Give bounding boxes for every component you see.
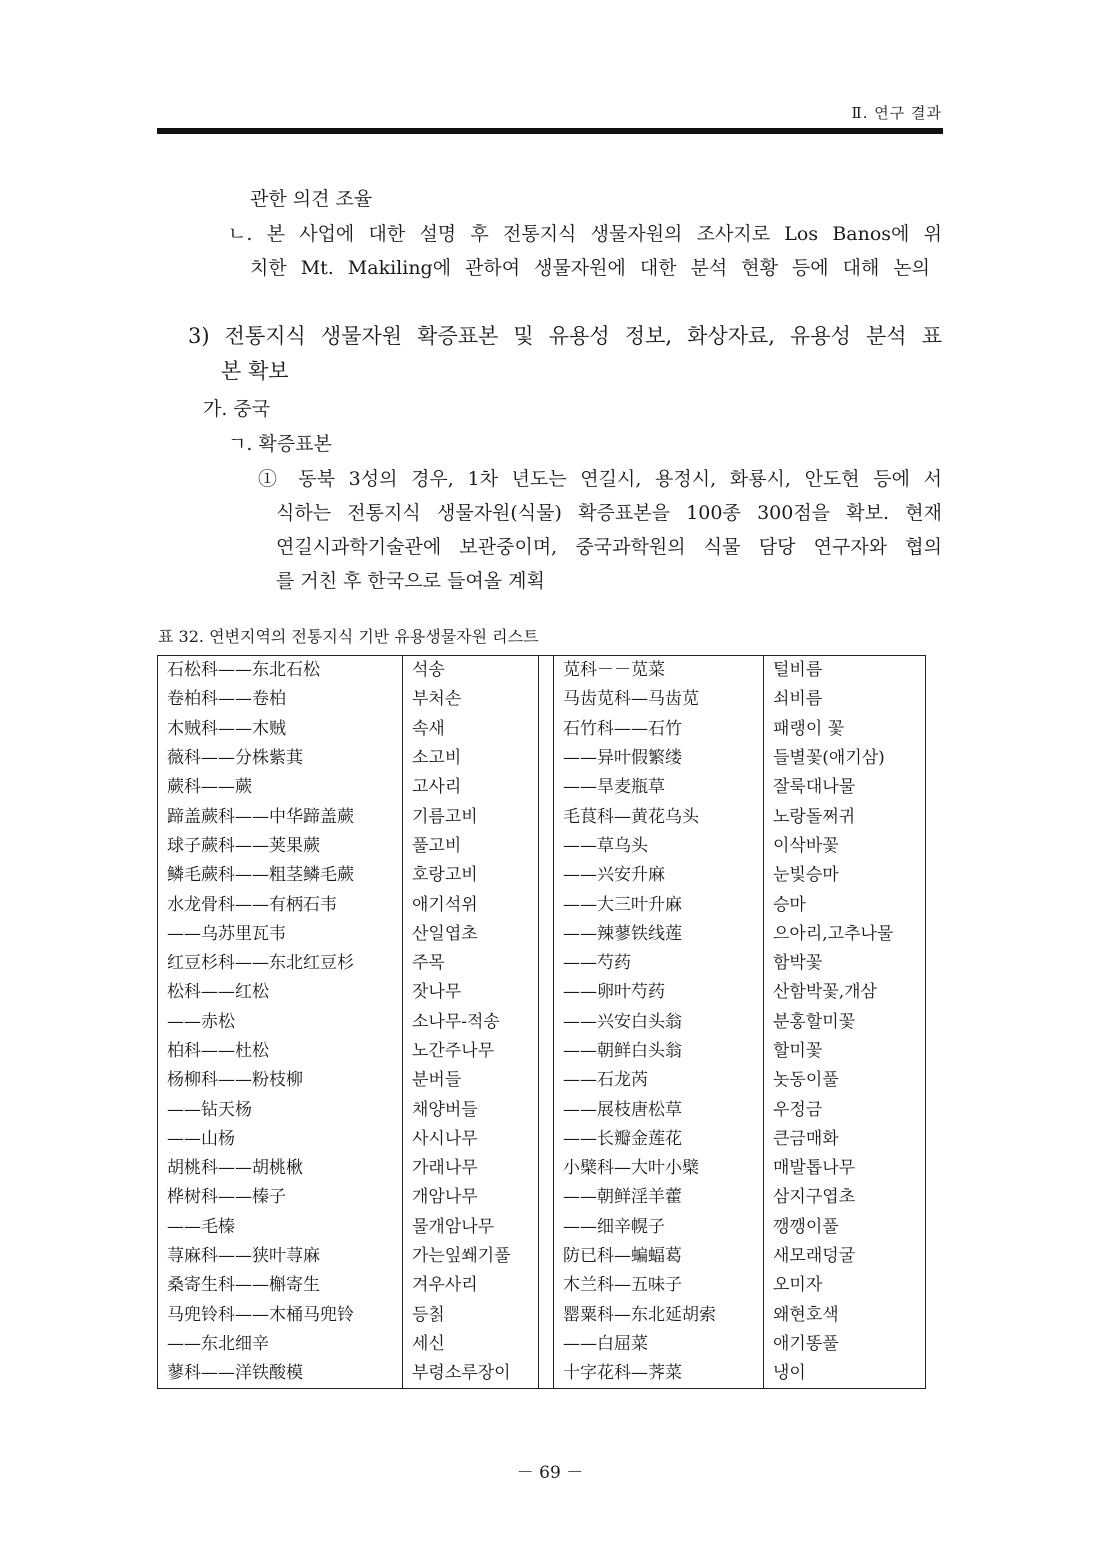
right-korean-name: 삼지구엽초	[773, 1187, 856, 1208]
table-row	[158, 1330, 926, 1359]
right-korean-name: 놋동이풀	[773, 1070, 839, 1091]
plant-resources-table	[157, 655, 926, 1389]
left-chinese-name: 红豆杉科——东北红豆杉	[158, 949, 403, 978]
left-korean-name: 등칡	[403, 1301, 539, 1330]
left-chinese-name: 球子蕨科——荚果蕨	[158, 832, 403, 861]
table-gap-cell	[539, 802, 554, 831]
left-chinese-name: 马兜铃科——木桶马兜铃	[158, 1301, 403, 1330]
right-chinese-name: 石竹科——石竹	[554, 715, 764, 744]
section-heading-3-line-2: 본 확보	[221, 359, 289, 383]
table-row	[158, 1183, 926, 1212]
section-heading-3-line-1: 3) 전통지식 생물자원 확증표본 및 유용성 정보, 화상자료, 유용성 분석 표	[188, 324, 942, 348]
table-row	[158, 1066, 926, 1095]
table-gap-cell	[539, 920, 554, 949]
table-row	[158, 1213, 926, 1242]
left-korean-name: 채양버들	[403, 1095, 539, 1124]
right-chinese-name: ——草乌头	[554, 832, 764, 861]
left-korean-name: 분버들	[403, 1066, 539, 1095]
left-korean-name: 부령소루장이	[403, 1359, 539, 1389]
left-chinese-name: 荨麻科——狭叶荨麻	[158, 1242, 403, 1271]
right-korean-name: 잘룩대나물	[773, 777, 856, 798]
right-chinese-name: ——兴安升麻	[554, 861, 764, 890]
table-gap-cell	[539, 685, 554, 714]
table-gap-cell	[539, 890, 554, 919]
table-gap-cell	[539, 1271, 554, 1300]
left-chinese-name: 木贼科——木贼	[158, 715, 403, 744]
table-row	[158, 1301, 926, 1330]
right-chinese-name: 罂粟科—东北延胡索	[554, 1301, 764, 1330]
right-chinese-name: 小檗科—大叶小檗	[554, 1154, 764, 1183]
right-korean-name: 우정금	[773, 1099, 823, 1120]
left-korean-name: 겨우사리	[403, 1271, 539, 1300]
table-row	[158, 773, 926, 802]
table-gap-cell	[539, 832, 554, 861]
left-korean-name: 석송	[403, 656, 539, 686]
left-korean-name: 가는잎쐐기풀	[403, 1242, 539, 1271]
right-korean-name: 왜현호색	[773, 1304, 839, 1325]
body-line-3: 치한 Mt. Makiling에 관하여 생물자원에 대한 분석 현황 등에 대해 논의	[250, 257, 930, 279]
table-row	[158, 832, 926, 861]
left-korean-name: 주목	[403, 949, 539, 978]
left-korean-name: 소고비	[403, 744, 539, 773]
header-rule	[157, 128, 943, 134]
table-gap-cell	[539, 1213, 554, 1242]
table-gap-cell	[539, 1183, 554, 1212]
left-chinese-name: 松科——红松	[158, 978, 403, 1007]
left-chinese-name: 蓼科——洋铁酸模	[158, 1359, 403, 1389]
right-chinese-name: ——大三叶升麻	[554, 890, 764, 919]
table-gap-cell	[539, 949, 554, 978]
right-korean-name: 함박꽃	[773, 953, 823, 974]
right-korean-name: 털비름	[773, 660, 823, 681]
left-korean-name: 고사리	[403, 773, 539, 802]
left-korean-name: 소나무-적송	[403, 1008, 539, 1037]
left-chinese-name: ——赤松	[158, 1008, 403, 1037]
right-korean-name: 할미꽃	[773, 1041, 823, 1061]
item1-line-2: 식하는 전통지식 생물자원(식물) 확증표본을 100종 300점을 확보. 현재	[276, 502, 942, 524]
table-gap-cell	[539, 978, 554, 1007]
right-chinese-name: ——朝鲜白头翁	[554, 1037, 764, 1066]
right-chinese-name: ——长瓣金莲花	[554, 1125, 764, 1154]
left-korean-name: 개암나무	[403, 1183, 539, 1212]
left-chinese-name: ——东北细辛	[158, 1330, 403, 1359]
table-gap-cell	[539, 1330, 554, 1359]
right-chinese-name: ——展枝唐松草	[554, 1095, 764, 1124]
right-chinese-name: ——白屈菜	[554, 1330, 764, 1359]
left-chinese-name: 鳞毛蕨科——粗茎鳞毛蕨	[158, 861, 403, 890]
table-row	[158, 802, 926, 831]
left-chinese-name: 蹄盖蕨科——中华蹄盖蕨	[158, 802, 403, 831]
table-row	[158, 1008, 926, 1037]
left-korean-name: 세신	[403, 1330, 539, 1359]
table-gap-cell	[539, 773, 554, 802]
table-gap-cell	[539, 1154, 554, 1183]
body-line-2: ㄴ. 본 사업에 대한 설명 후 전통지식 생물자원의 조사지로 Los Banos에 위	[228, 223, 942, 245]
table-gap-cell	[539, 1095, 554, 1124]
right-chinese-name: 马齿苋科—马齿苋	[554, 685, 764, 714]
left-korean-name: 속새	[403, 715, 539, 744]
table-row	[158, 1095, 926, 1124]
left-korean-name: 부처손	[403, 685, 539, 714]
table-gap-cell	[539, 1037, 554, 1066]
right-chinese-name: ——朝鲜淫羊藿	[554, 1183, 764, 1212]
left-chinese-name: 桑寄生科——槲寄生	[158, 1271, 403, 1300]
table-gap-cell	[539, 715, 554, 744]
left-korean-name: 잣나무	[403, 978, 539, 1007]
table-row	[158, 656, 926, 686]
right-chinese-name: ——卵叶芍药	[554, 978, 764, 1007]
left-chinese-name: 石松科——东北石松	[158, 656, 403, 686]
left-chinese-name: ——钻天杨	[158, 1095, 403, 1124]
left-korean-name: 물개암나무	[403, 1213, 539, 1242]
left-chinese-name: 卷柏科——卷柏	[158, 685, 403, 714]
left-korean-name: 산일엽초	[403, 920, 539, 949]
table-row	[158, 1154, 926, 1183]
right-korean-name: 쇠비름	[773, 689, 823, 710]
right-chinese-name: 木兰科—五味子	[554, 1271, 764, 1300]
right-chinese-name: ——细辛幌子	[554, 1213, 764, 1242]
right-chinese-name: 十字花科—荠菜	[554, 1359, 764, 1389]
table-gap-cell	[539, 744, 554, 773]
page-number: － 69 －	[516, 1463, 584, 1483]
right-chinese-name: ——旱麦瓶草	[554, 773, 764, 802]
right-korean-name: 애기똥풀	[773, 1333, 839, 1354]
table-row	[158, 1359, 926, 1389]
table-row	[158, 1271, 926, 1300]
table-row	[158, 861, 926, 890]
subheading-china: 가. 중국	[203, 398, 271, 420]
right-chinese-name: 防已科—蝙蝠葛	[554, 1242, 764, 1271]
left-chinese-name: 杨柳科——粉枝柳	[158, 1066, 403, 1095]
left-korean-name: 애기석위	[403, 890, 539, 919]
left-chinese-name: ——乌苏里瓦韦	[158, 920, 403, 949]
table-row	[158, 1037, 926, 1066]
right-korean-name: 이삭바꽃	[773, 835, 839, 856]
left-chinese-name: ——山杨	[158, 1125, 403, 1154]
right-korean-name: 으아리,고추나물	[773, 923, 894, 944]
left-chinese-name: 胡桃科——胡桃楸	[158, 1154, 403, 1183]
table-row	[158, 715, 926, 744]
table-row	[158, 744, 926, 773]
right-chinese-name: ——芍药	[554, 949, 764, 978]
table-row	[158, 685, 926, 714]
right-chinese-name: ——兴安白头翁	[554, 1008, 764, 1037]
left-korean-name: 기름고비	[403, 802, 539, 831]
right-chinese-name: ——异叶假繁缕	[554, 744, 764, 773]
table-gap-cell	[539, 1066, 554, 1095]
left-chinese-name: ——毛榛	[158, 1213, 403, 1242]
left-chinese-name: 柏科——杜松	[158, 1037, 403, 1066]
left-korean-name: 풀고비	[403, 832, 539, 861]
table-gap-cell	[539, 1125, 554, 1154]
table-row	[158, 1242, 926, 1271]
right-korean-name: 큰금매화	[773, 1128, 839, 1149]
right-chinese-name: ——石龙芮	[554, 1066, 764, 1095]
section-header-label: Ⅱ. 연구 결과	[851, 104, 942, 122]
right-chinese-name: ——辣蓼铁线莲	[554, 920, 764, 949]
subheading-specimens: ㄱ. 확증표본	[228, 433, 332, 455]
item1-line-1: ① 동북 3성의 경우, 1차 년도는 연길시, 용정시, 화룡시, 안도현 등에 서	[258, 468, 942, 490]
left-chinese-name: 蕨科——蕨	[158, 773, 403, 802]
right-korean-name: 오미자	[773, 1275, 823, 1296]
right-korean-name: 냉이	[773, 1363, 806, 1384]
table-row	[158, 890, 926, 919]
right-korean-name: 분홍할미꽃	[773, 1011, 856, 1032]
table-gap-cell	[539, 656, 554, 686]
left-chinese-name: 桦树科——榛子	[158, 1183, 403, 1212]
table-gap-cell	[539, 1242, 554, 1271]
right-korean-name: 새모래덩굴	[773, 1246, 856, 1267]
left-korean-name: 사시나무	[403, 1125, 539, 1154]
right-korean-name: 눈빛승마	[773, 865, 839, 886]
table-row	[158, 920, 926, 949]
right-korean-name: 매발톱나무	[773, 1158, 856, 1179]
right-chinese-name: 毛茛科—黄花乌头	[554, 802, 764, 831]
right-chinese-name: 苋科－－苋菜	[554, 656, 764, 686]
table-gap-cell	[539, 1301, 554, 1330]
left-korean-name: 가래나무	[403, 1154, 539, 1183]
right-korean-name: 산함박꽃,개삼	[773, 982, 877, 1003]
body-line-1: 관한 의견 조율	[250, 188, 373, 210]
left-chinese-name: 薇科——分株紫萁	[158, 744, 403, 773]
table-row	[158, 949, 926, 978]
item1-line-3: 연길시과학기술관에 보관중이며, 중국과학원의 식물 담당 연구자와 협의	[276, 536, 942, 558]
item1-line-4: 를 거친 후 한국으로 들여올 계획	[276, 570, 545, 592]
right-korean-name: 패랭이 꽃	[773, 718, 845, 739]
right-korean-name: 승마	[773, 894, 806, 915]
table-row	[158, 1125, 926, 1154]
right-korean-name: 깽깽이풀	[773, 1216, 839, 1237]
left-korean-name: 호랑고비	[403, 861, 539, 890]
right-korean-name: 들별꽃(애기삼)	[773, 748, 885, 769]
left-korean-name: 노간주나무	[403, 1037, 539, 1066]
table-gap-cell	[539, 1359, 554, 1389]
right-korean-name: 노랑돌쩌귀	[773, 806, 856, 827]
table-gap-cell	[539, 1008, 554, 1037]
table-row	[158, 978, 926, 1007]
table-caption: 표 32. 연변지역의 전통지식 기반 유용생물자원 리스트	[158, 627, 539, 646]
table-gap-cell	[539, 861, 554, 890]
left-chinese-name: 水龙骨科——有柄石韦	[158, 890, 403, 919]
